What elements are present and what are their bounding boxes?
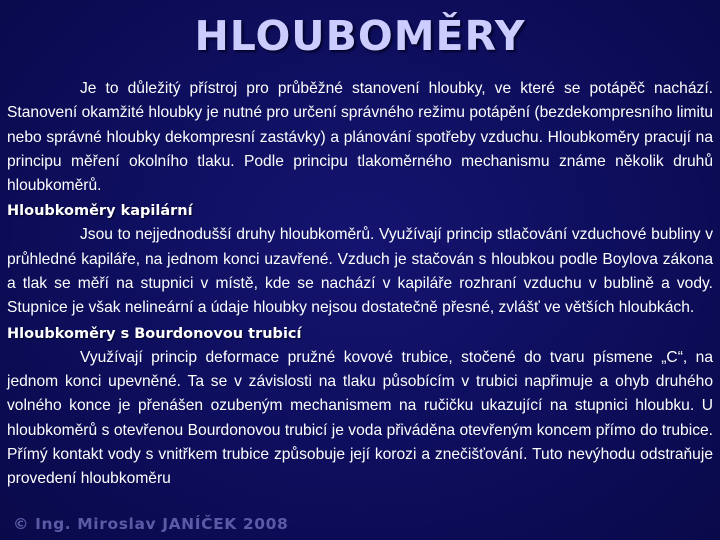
section-text-bourdon: Využívají princip deformace pružné kovové trubice, stočené do tvaru písmene „C“, na jednom konci upevněné. Ta se v závislosti na tlaku působícím v trubici napřimuje a ohyb druhého volného konce je přenášen ozubeným mechanismem na ručičku ukazující na stupnici hloubku. U hloubkoměrů s otevřenou Bourdonovou trubicí je voda přiváděna otevřeným koncem přímo do trubice. Přímý kontakt vody s vnitřkem trubice způsobuje její korozi a znečišťování. Tuto nevýhodu odstraňuje provedení hloubkoměru bbox=[7, 348, 713, 488]
section-text-capillary: Jsou to nejjednodušší druhy hloubkoměrů. Využívají princip stlačování vzduchové bubliny v průhledné kapiláře, na jednom konci uzavřené. Vzduch je stačován s hloubkou podle Boylova zákona a tlak se měří na stupnici v místě, kde se nachází v kapiláře rozhraní vzduchu v bublině a vody. Stupnice je však nelineární a údaje hloubky nejsou dostatečně přesné, zvlášť ve větších hloubkách. bbox=[7, 226, 713, 317]
document-body bbox=[7, 77, 713, 491]
copyright-footer: © Ing. Miroslav JANÍČEK 2008 bbox=[13, 515, 289, 533]
page-title: HLOUBOMĚRY bbox=[194, 12, 526, 60]
section-heading-bourdon: Hloubkoměry s Bourdonovou trubicí bbox=[7, 325, 302, 342]
section-heading-capillary: Hloubkoměry kapilární bbox=[7, 203, 193, 220]
intro-paragraph: Je to důležitý přístroj pro průběžné stanovení hloubky, ve které se potápěč nachází. Stanovení okamžité hloubky je nutné pro určení správného režimu potápění (bezdekompresního limitu nebo správné hloubky dekompresní zastávky) a plánování spotřeby vzduchu. Hloubkoměry pracují na principu měření okolního tlaku. Podle principu tlakoměrného mechanismu známe několik druhů hloubkoměrů. bbox=[7, 80, 713, 195]
